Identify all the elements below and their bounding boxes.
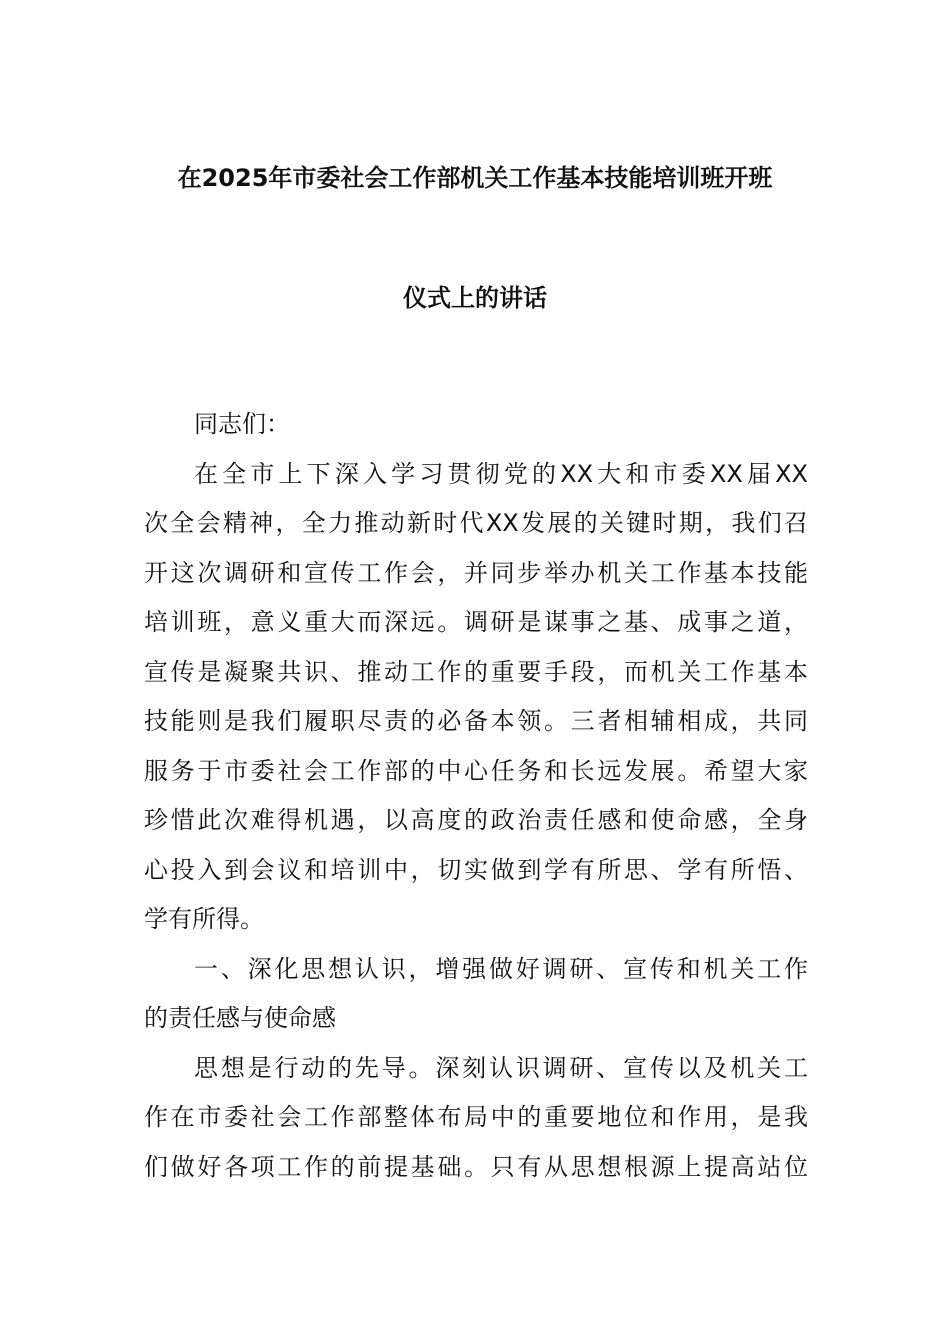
salutation: 同志们：: [194, 410, 290, 438]
paragraph-line: 技能则是我们履职尽责的必备本领。三者相辅相成，共同: [144, 707, 808, 735]
paragraph-line: 作在市委社会工作部整体布局中的重要地位和作用，是我: [144, 1103, 808, 1131]
document-body: [144, 400, 808, 1192]
paragraph-line: 次全会精神，全力推动新时代XX发展的关键时期，我们召: [144, 509, 808, 537]
paragraph-line: 们做好各项工作的前提基础。只有从思想根源上提高站位: [144, 1152, 808, 1181]
paragraph-line: 珍惜此次难得机遇，以高度的政治责任感和使命感，全身: [144, 806, 808, 834]
section-heading-line: 一、深化思想认识，增强做好调研、宣传和机关工作: [194, 954, 808, 983]
paragraph-line: 宣传是凝聚共识、推动工作的重要手段，而机关工作基本: [144, 657, 808, 686]
paragraph-line: 服务于市委社会工作部的中心任务和长远发展。希望大家: [144, 756, 808, 785]
paragraph-line: 在全市上下深入学习贯彻党的XX大和市委XX届XX: [194, 459, 808, 488]
section-heading-line: 的责任感与使命感: [144, 1004, 336, 1032]
paragraph-line: 培训班，意义重大而深远。调研是谋事之基、成事之道，: [144, 608, 808, 636]
paragraph-line: 开这次调研和宣传工作会，并同步举办机关工作基本技能: [144, 558, 808, 587]
document-title-line-2: 仪式上的讲话: [403, 284, 547, 312]
paragraph-line: 心投入到会议和培训中，切实做到学有所思、学有所悟、: [144, 855, 808, 884]
document-title-line-1: 在2025年市委社会工作部机关工作基本技能培训班开班: [177, 164, 773, 192]
paragraph-line: 学有所得。: [144, 905, 264, 933]
paragraph-line: 思想是行动的先导。深刻认识调研、宣传以及机关工: [194, 1053, 808, 1082]
